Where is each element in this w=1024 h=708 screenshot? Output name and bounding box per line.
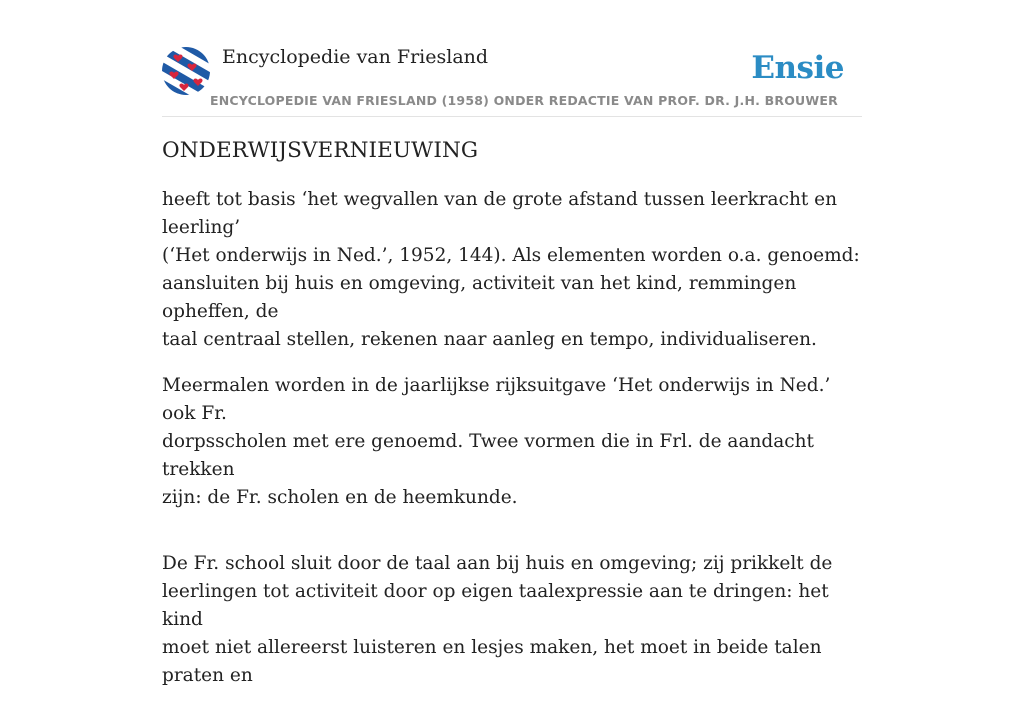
article-paragraph: De Fr. school sluit door de taal aan bij huis en omgeving; zij prikkelt de leerlingen tot activiteit door op eigen taalexpressie aan te dringen: het kind moet niet allereerst luisteren en lesjes maken, het moet in beide talen praten en bbox=[162, 553, 833, 686]
article bbox=[162, 138, 862, 708]
article-headword: ONDERWIJSVERNIEUWING bbox=[162, 138, 479, 163]
site-header bbox=[162, 44, 862, 117]
article-paragraph: Meermalen worden in de jaarlijkse rijksuitgave ‘Het onderwijs in Ned.’ ook Fr. dorpsscholen met ere genoemd. Twee vormen die in Frl. de aandacht trekken zijn: de Fr. scholen en de heemkunde. bbox=[162, 375, 831, 508]
article-paragraph: heeft tot basis ‘het wegvallen van de grote afstand tussen leerkracht en leerling’ (‘Het onderwijs in Ned.’, 1952, 144). Als elementen worden o.a. genoemd: aansluiten bij huis en omgeving, activiteit van het kind, remmingen opheffen, de taal centraal stellen, rekenen naar aanleg en tempo, individualiseren. bbox=[162, 189, 860, 350]
site-subtitle: ENCYCLOPEDIE VAN FRIESLAND (1958) ONDER REDACTIE VAN PROF. DR. J.H. BROUWER bbox=[210, 93, 838, 108]
site-title[interactable]: Encyclopedie van Friesland bbox=[222, 46, 489, 68]
brand-logo[interactable]: Ensie bbox=[751, 50, 844, 86]
frisian-flag-icon[interactable] bbox=[162, 47, 210, 95]
